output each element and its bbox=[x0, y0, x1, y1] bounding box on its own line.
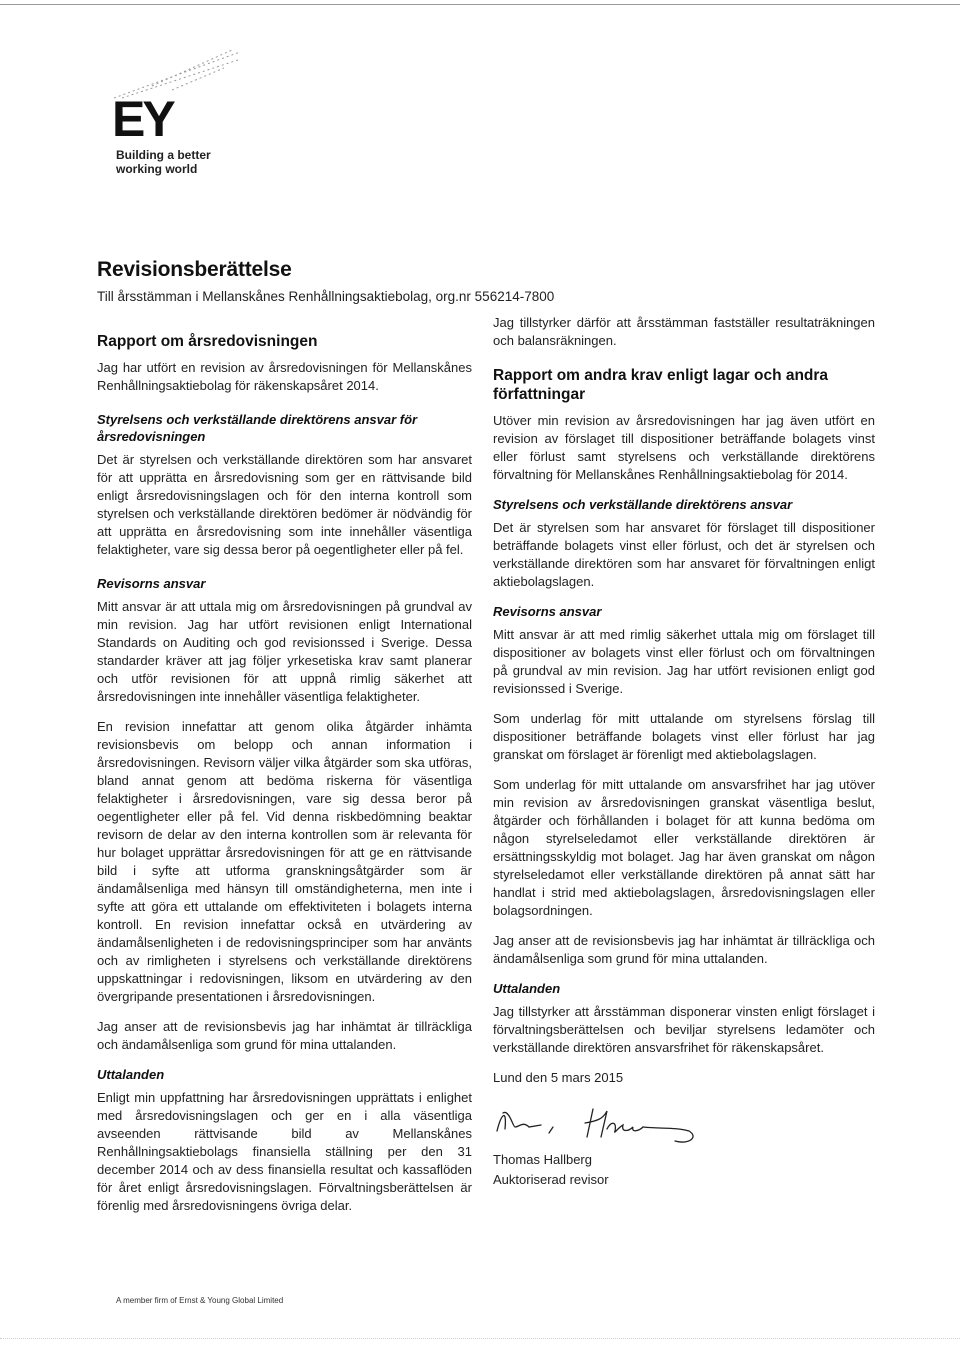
document-title: Revisionsberättelse bbox=[97, 258, 292, 281]
intro-paragraph: Jag har utfört en revision av årsredovisningen för Mellanskånes Renhållningsaktiebolag för räkenskapsåret 2014. bbox=[97, 360, 472, 393]
auditor-responsibility-p3: Jag anser att de revisionsbevis jag har inhämtat är tillräckliga och ändamålsenliga som grund för mina uttalanden. bbox=[97, 1019, 472, 1052]
auditor-responsibility-2-p2: Som underlag för mitt uttalande om styrelsens förslag till dispositioner beträffande bolagets vinst eller förlust har jag granskat om förslaget är förenligt med aktiebolagslagen. bbox=[493, 711, 875, 762]
right-column bbox=[493, 314, 875, 1190]
board-responsibility-text-2: Det är styrelsen som har ansvaret för förslaget till dispositioner beträffande bolagets vinst eller förlust, och det är styrelsen och verkställande direktören som har ansvaret för förvaltningen enligt aktiebolagslagen. bbox=[493, 520, 875, 589]
footer-member-firm: A member firm of Ernst & Young Global Limited bbox=[116, 1296, 284, 1305]
auditor-responsibility-p1: Mitt ansvar är att uttala mig om årsredovisningen på grundval av min revision. Jag har utfört revisionen enligt International Standards on Auditing och god revisionssed i Sverige. Dessa standarder kräver att jag följer yrkesetiska krav samt planerar och utför revisionen för att uppnå rimlig säkerhet att årsredovisningen inte innehåller väsentliga felaktigheter. bbox=[97, 599, 472, 704]
auditor-responsibility-heading-2: Revisorns ansvar bbox=[493, 604, 602, 619]
left-column bbox=[97, 332, 472, 1227]
place-and-date: Lund den 5 mars 2015 bbox=[493, 1070, 624, 1085]
handwritten-signature bbox=[493, 1097, 713, 1145]
auditor-responsibility-heading: Revisorns ansvar bbox=[97, 576, 206, 591]
ey-logo: EY bbox=[112, 91, 173, 147]
board-responsibility-text: Det är styrelsen och verkställande direktören som har ansvaret för att upprätta en årsredovisning som ger en rättvisande bild enligt årsredovisningslagen och för den interna kontroll som styrelsen och verkställande direktören bedömer är nödvändig för att upprätta en årsredovisning som inte innehåller väsentliga felaktigheter, vare sig dessa beror på oegentligheter eller på fel. bbox=[97, 452, 472, 557]
scan-top-rule bbox=[0, 4, 960, 5]
auditor-responsibility-2-p1: Mitt ansvar är att med rimlig säkerhet uttala mig om förslaget till dispositioner av bolagets vinst eller förlust och om förvaltningen på grundval av min revision. Jag har utfört revisionen enligt god revisionssed i Sverige. bbox=[493, 627, 875, 696]
section-heading-annual-report: Rapport om årsredovisningen bbox=[97, 333, 318, 350]
scan-bottom-rule bbox=[0, 1338, 960, 1339]
board-responsibility-heading: Styrelsens och verkställande direktörens ansvar för årsredovisningen bbox=[97, 412, 418, 444]
tagline-line-2: working world bbox=[116, 162, 198, 176]
opinion-heading: Uttalanden bbox=[97, 1067, 165, 1082]
brand-tagline bbox=[116, 148, 211, 176]
other-requirements-intro: Utöver min revision av årsredovisningen har jag även utfört en revision av förslaget till dispositioner beträffande bolagets vinst eller förlust samt styrelsens och verkställande direktörens förvaltning för Mellanskånes Renhållningsaktiebolag för 2014. bbox=[493, 413, 875, 482]
recommendation-text: Jag tillstyrker därför att årsstämman fastställer resultaträkningen och balansräkningen. bbox=[493, 315, 875, 348]
document-addressee: Till årsstämman i Mellanskånes Renhållningsaktiebolag, org.nr 556214-7800 bbox=[97, 289, 555, 304]
section-heading-other-requirements: Rapport om andra krav enligt lagar och andra författningar bbox=[493, 367, 829, 403]
auditor-responsibility-p2: En revision innefattar att genom olika åtgärder inhämta revisionsbevis om belopp och annan information i årsredovisningen. Revisorn väljer vilka åtgärder som ska utföras, bland annat genom att bedöma riskerna för väsentliga felaktigheter i årsredovisningen, vare sig dessa beror på oegentligheter eller på fel. Vid denna riskbedömning beaktar revisorn de delar av den interna kontrollen som är relevanta för hur bolaget upprättar årsredovisningen för att ge en rättvisande bild i syfte att utforma granskningsåtgärder som är ändamålsenliga med hänsyn till omständigheterna, men inte i syfte att göra ett uttalande om effektiviteten i bolagets interna kontroll. En revision innefattar också en utvärdering av ändamålsenligheten i de redovisningsprinciper som har använts och av rimligheten i styrelsens och verkställande direktörens uppskattningar i redovisningen, liksom en utvärdering av den övergripande presentationen i årsredovisningen. bbox=[97, 719, 472, 1004]
auditor-responsibility-2-p3: Som underlag för mitt uttalande om ansvarsfrihet har jag utöver min revision av årsredovisningen granskat väsentliga beslut, åtgärder och förhållanden i bolaget för att kunna bedöma om någon styrelseledamot eller verkställande direktören är ersättningsskyldig mot bolaget. Jag har även granskat om någon styrelseledamot eller verkställande direktören på annat sätt har handlat i strid med aktiebolagslagen, årsredovisningslagen eller bolagsordningen. bbox=[493, 777, 875, 918]
signatory-name: Thomas Hallberg bbox=[493, 1152, 592, 1167]
auditor-responsibility-2-p4: Jag anser att de revisionsbevis jag har inhämtat är tillräckliga och ändamålsenliga som grund för mina uttalanden. bbox=[493, 933, 875, 966]
signatory-title: Auktoriserad revisor bbox=[493, 1172, 609, 1187]
opinion-text: Enligt min uppfattning har årsredovisningen upprättats i enlighet med årsredovisningslagen och ger en i alla väsentliga avseenden rättvisande bild av Mellanskånes Renhållningsaktiebolags finansiella ställning per den 31 december 2014 och av dess finansiella resultat och kassaflöden för året enligt årsredovisningslagen. Förvaltningsberättelsen är förenlig med årsredovisningens övriga delar. bbox=[97, 1090, 472, 1213]
opinion-text-2: Jag tillstyrker att årsstämman disponerar vinsten enligt förslaget i förvaltningsberättelsen och beviljar styrelsens ledamöter och verkställande direktören ansvarsfrihet för räkenskapsåret. bbox=[493, 1004, 875, 1055]
tagline-line-1: Building a better bbox=[116, 148, 211, 162]
board-responsibility-heading-2: Styrelsens och verkställande direktörens ansvar bbox=[493, 497, 793, 512]
opinion-heading-2: Uttalanden bbox=[493, 981, 561, 996]
